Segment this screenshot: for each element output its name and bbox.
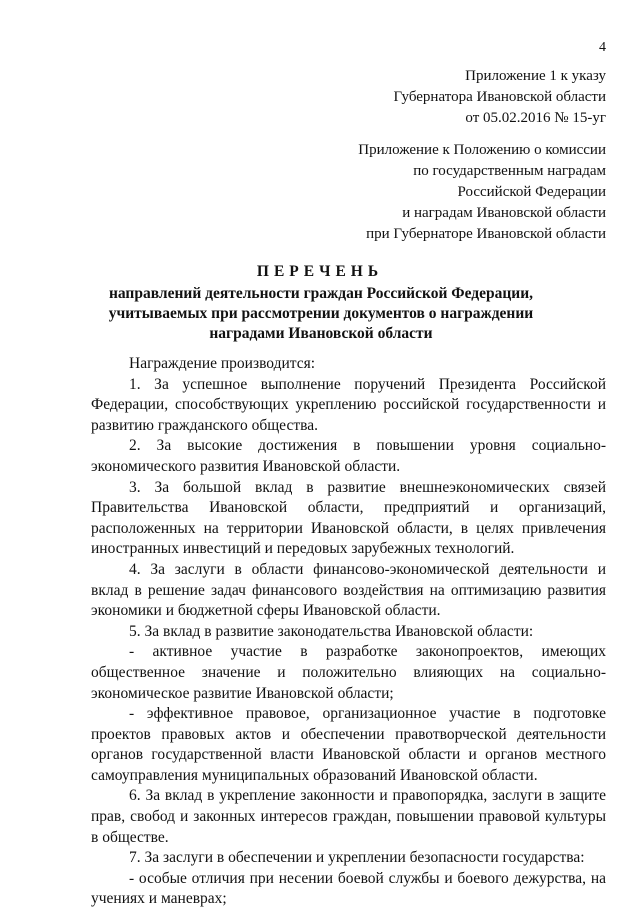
item-5-paragraph: 5. За вклад в развитие законодательства Ивановской области: bbox=[129, 622, 534, 640]
subtitle-line: наградами Ивановской области bbox=[209, 325, 433, 342]
regulation-annex-line: при Губернаторе Ивановской области bbox=[366, 226, 606, 242]
item-5-subitem-1: - активное участие в разработке законопроектов, имеющих общественное значение и положительно влияющих на социально-экономическое развитие Ивановской области; bbox=[91, 643, 606, 702]
item-7-subitem-1: - особые отличия при несении боевой службы и боевого дежурства, на учениях и маневрах; bbox=[91, 869, 606, 908]
item-5-subitem-2: - эффективное правовое, организационное участие в подготовке проектов правовых актов и обеспечении правотворческой деятельности органов государственной власти Ивановской области и органов местного самоуправления муниципальных образований Ивановской области. bbox=[91, 705, 606, 784]
item-6-paragraph: 6. За вклад в укрепление законности и правопорядка, заслуги в защите прав, свобод и законных интересов граждан, повышении правовой культуры в обществе. bbox=[91, 787, 606, 846]
item-4-paragraph: 4. За заслуги в области финансово-экономической деятельности и вклад в решение задач финансового воздействия на оптимизацию развития экономики и бюджетной сферы Ивановской области. bbox=[91, 560, 606, 620]
decree-annex-header bbox=[393, 66, 606, 129]
regulation-annex-line: Приложение к Положению о комиссии bbox=[358, 142, 606, 158]
decree-annex-line: Губернатора Ивановской области bbox=[393, 89, 606, 105]
page-number: 4 bbox=[599, 40, 606, 55]
item-7-paragraph: 7. За заслуги в обеспечении и укреплении безопасности государства: bbox=[129, 849, 585, 867]
regulation-annex-line: и наградам Ивановской области bbox=[402, 205, 606, 221]
item-2-paragraph: 2. За высокие достижения в повышении уровня социально-экономического развития Ивановской области. bbox=[91, 437, 606, 475]
item-3-paragraph: 3. За большой вклад в развитие внешнеэкономических связей Правительства Ивановской области, предприятий и организаций, расположенных на территории Ивановской области, в целях привлечения иностранных инвестиций и передовых зарубежных технологий. bbox=[91, 478, 606, 558]
regulation-annex-line: по государственным наградам bbox=[413, 163, 606, 179]
decree-annex-line: Приложение 1 к указу bbox=[465, 68, 606, 84]
document-subtitle bbox=[100, 284, 542, 344]
decree-annex-line: от 05.02.2016 № 15-уг bbox=[465, 110, 606, 126]
item-1-paragraph: 1. За успешное выполнение поручений Президента Российской Федерации, способствующих укреплению российской государственности и развитию гражданского общества. bbox=[91, 375, 606, 434]
intro-paragraph: Награждение производится: bbox=[129, 355, 316, 372]
regulation-annex-line: Российской Федерации bbox=[457, 184, 606, 200]
document-title: ПЕРЕЧЕНЬ bbox=[256, 263, 384, 280]
regulation-annex-header bbox=[358, 140, 606, 245]
document-body bbox=[91, 354, 606, 910]
subtitle-line: направлений деятельности граждан Российской Федерации, bbox=[108, 285, 534, 302]
subtitle-line: учитываемых при рассмотрении документов о награждении bbox=[108, 305, 534, 322]
